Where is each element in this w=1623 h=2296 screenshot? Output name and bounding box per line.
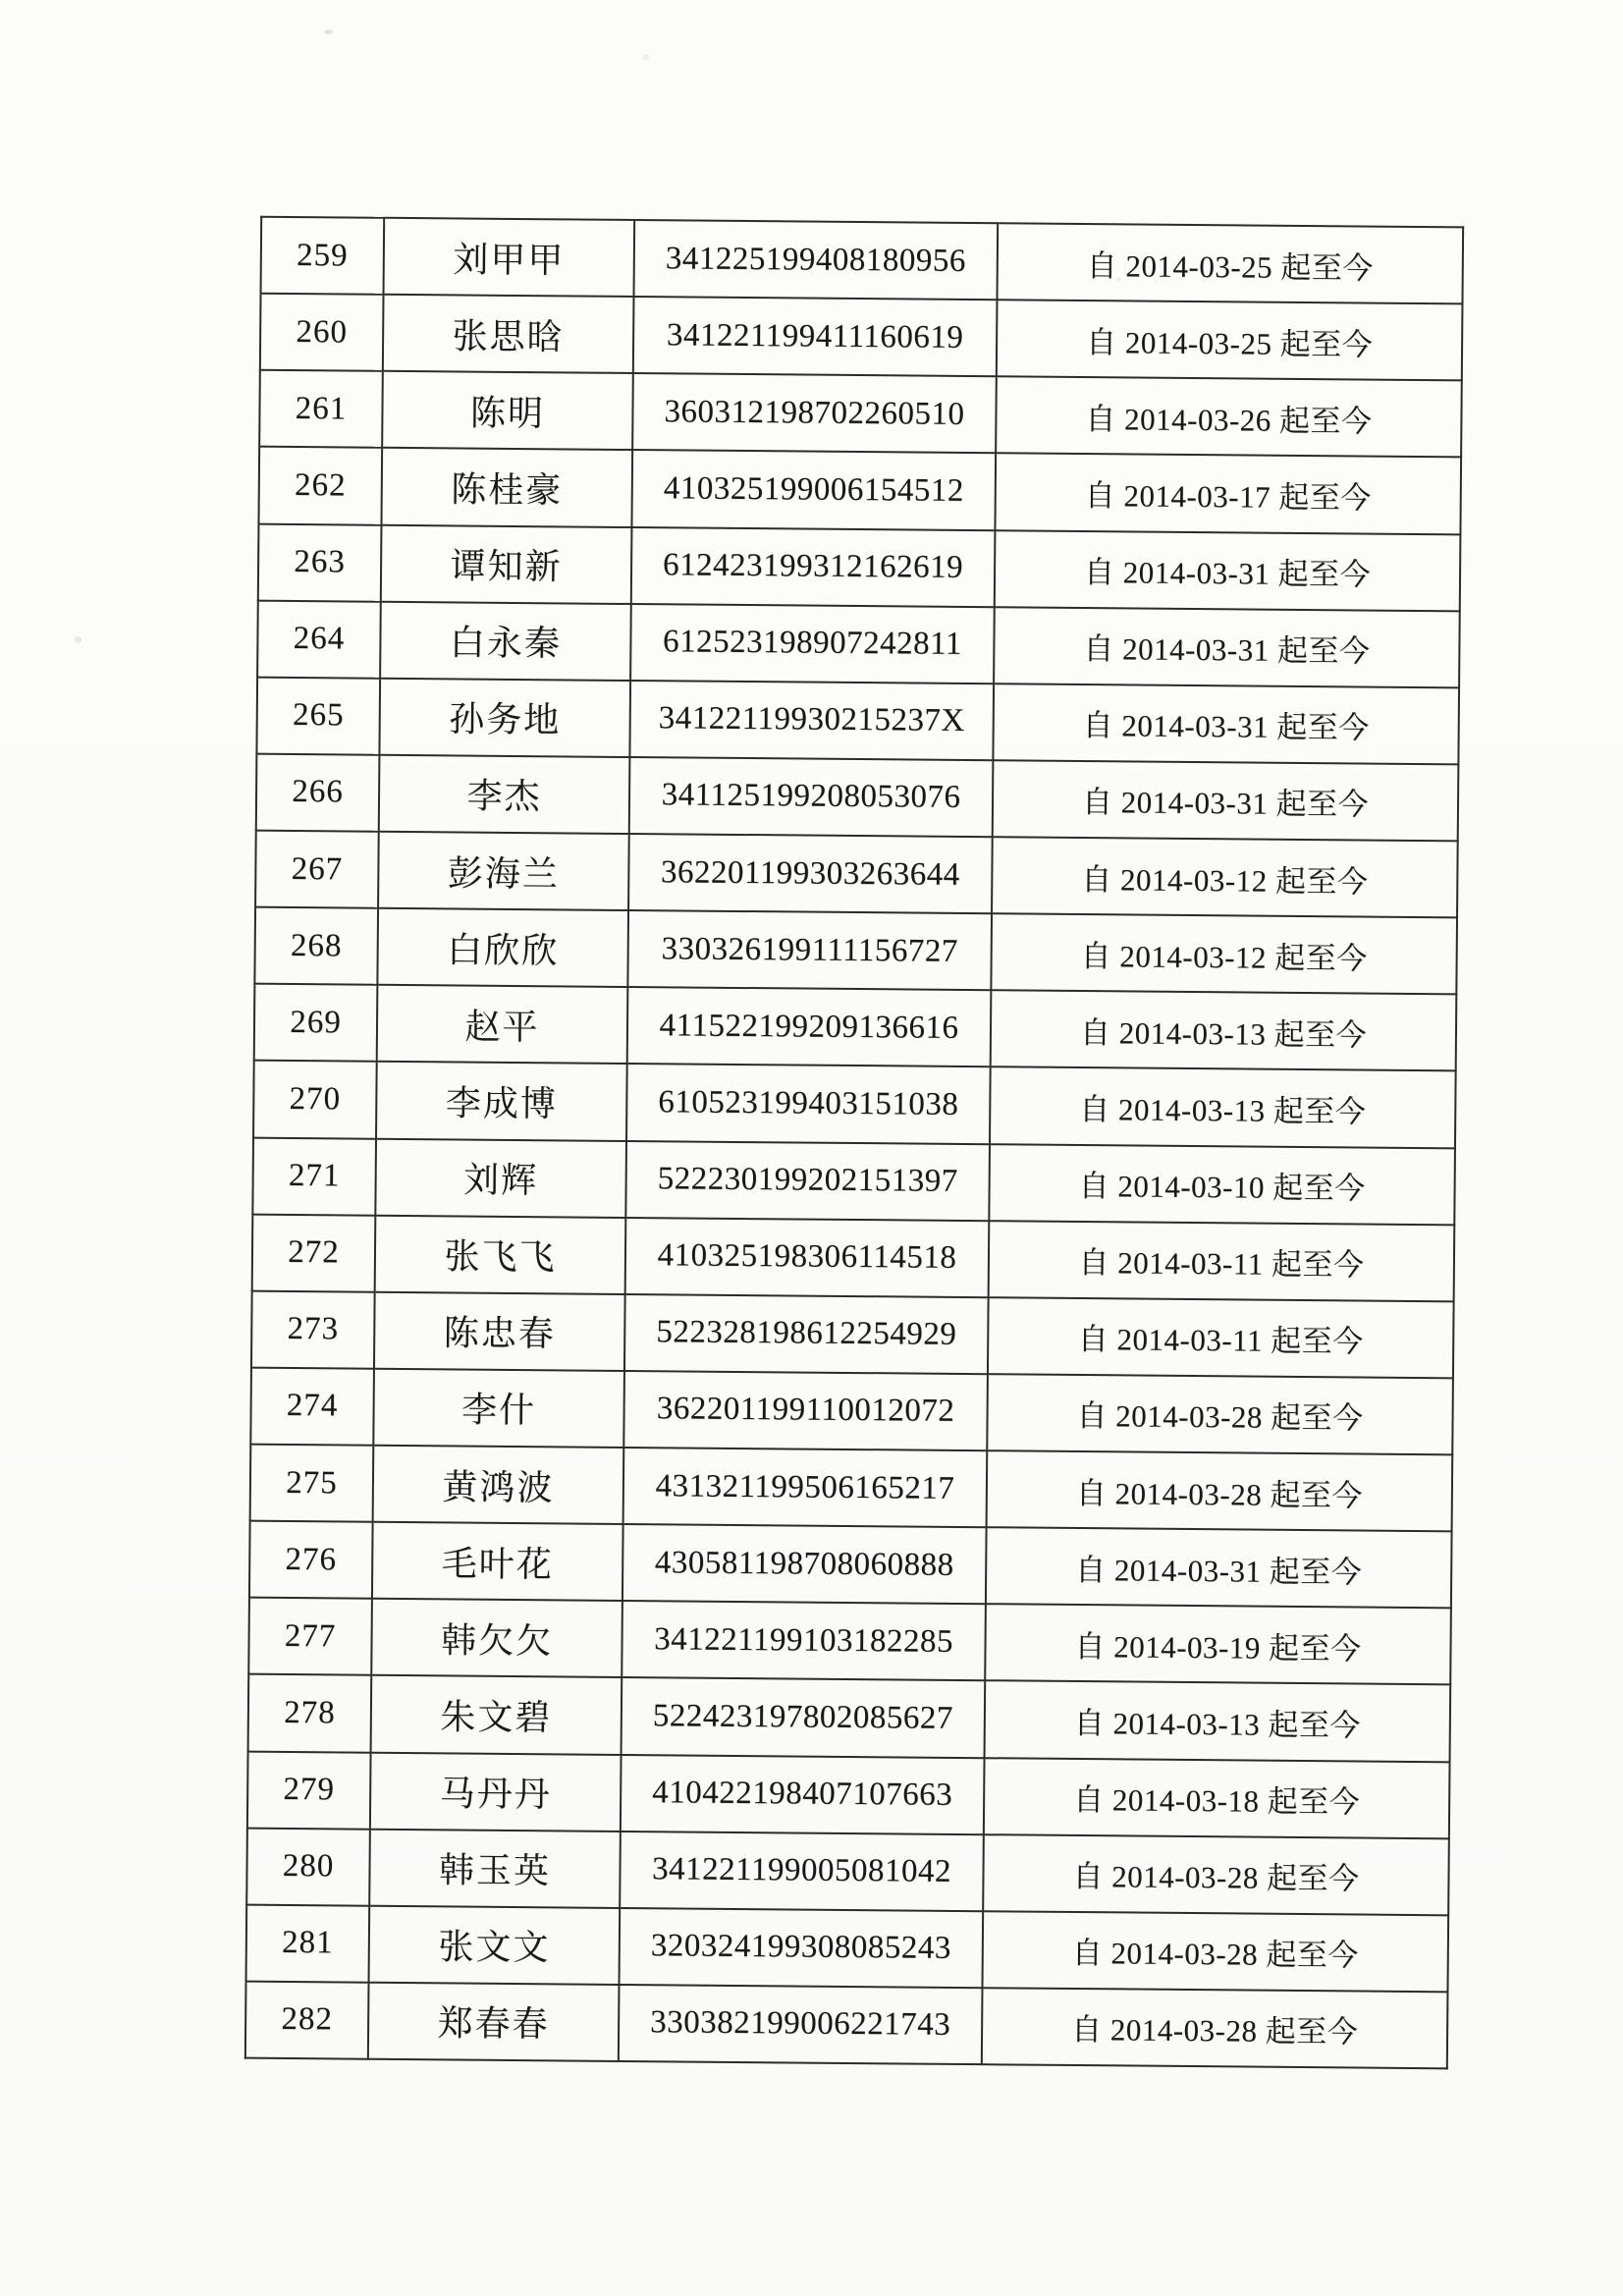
records-table-wrapper bbox=[244, 216, 1462, 2070]
id-number: 341225199408180956 bbox=[634, 220, 999, 300]
validity-period: 自 2014-03-31 起至今 bbox=[995, 530, 1461, 611]
table-row bbox=[256, 677, 1459, 764]
id-number: 362201199303263644 bbox=[628, 834, 993, 913]
row-index: 282 bbox=[245, 1982, 369, 2059]
validity-period: 自 2014-03-11 起至今 bbox=[988, 1297, 1454, 1378]
validity-period: 自 2014-03-28 起至今 bbox=[983, 1834, 1449, 1915]
table-row bbox=[250, 1445, 1453, 1532]
table-row bbox=[253, 1061, 1456, 1148]
table-row bbox=[248, 1674, 1451, 1762]
validity-period: 自 2014-03-12 起至今 bbox=[992, 837, 1458, 917]
row-index: 280 bbox=[246, 1828, 370, 1905]
id-number: 410422198407107663 bbox=[621, 1754, 985, 1833]
table-row bbox=[252, 1137, 1455, 1225]
validity-period: 自 2014-03-31 起至今 bbox=[986, 1527, 1452, 1608]
table-row bbox=[252, 1214, 1455, 1301]
validity-period: 自 2014-03-31 起至今 bbox=[993, 760, 1459, 841]
row-index: 278 bbox=[248, 1674, 372, 1752]
row-index: 275 bbox=[250, 1445, 374, 1522]
person-name: 张飞飞 bbox=[375, 1215, 626, 1293]
validity-period: 自 2014-03-17 起至今 bbox=[995, 454, 1461, 534]
scan-speck bbox=[643, 54, 649, 60]
table-row bbox=[248, 1598, 1451, 1685]
person-name: 韩玉英 bbox=[369, 1829, 621, 1907]
validity-period: 自 2014-03-11 起至今 bbox=[989, 1221, 1455, 1301]
row-index: 265 bbox=[256, 677, 380, 754]
id-number: 34122119930215237X bbox=[629, 681, 994, 760]
id-number: 612523198907242811 bbox=[630, 604, 995, 683]
person-name: 张文文 bbox=[369, 1905, 621, 1984]
validity-period: 自 2014-03-19 起至今 bbox=[985, 1604, 1451, 1684]
row-index: 263 bbox=[258, 523, 382, 601]
row-index: 262 bbox=[258, 447, 382, 524]
id-number: 522328198612254929 bbox=[624, 1294, 989, 1374]
row-index: 260 bbox=[260, 294, 384, 371]
person-name: 郑春春 bbox=[368, 1983, 620, 2061]
table-row bbox=[250, 1368, 1453, 1455]
row-index: 261 bbox=[259, 370, 383, 448]
person-name: 马丹丹 bbox=[370, 1752, 622, 1831]
scan-speck bbox=[324, 29, 333, 34]
row-index: 272 bbox=[252, 1214, 376, 1291]
person-name: 白欣欣 bbox=[377, 908, 628, 987]
row-index: 277 bbox=[248, 1598, 372, 1675]
table-row bbox=[256, 754, 1459, 842]
id-number: 341221199005081042 bbox=[620, 1831, 984, 1911]
row-index: 274 bbox=[250, 1368, 374, 1446]
records-table bbox=[244, 216, 1464, 2070]
person-name: 谭知新 bbox=[381, 524, 632, 603]
row-index: 266 bbox=[256, 754, 380, 832]
row-index: 264 bbox=[257, 600, 381, 678]
validity-period: 自 2014-03-31 起至今 bbox=[994, 607, 1460, 687]
validity-period: 自 2014-03-31 起至今 bbox=[993, 683, 1459, 764]
id-number: 612423199312162619 bbox=[631, 527, 996, 607]
table-row bbox=[246, 1904, 1449, 1992]
id-number: 360312198702260510 bbox=[632, 373, 997, 453]
person-name: 陈忠春 bbox=[374, 1292, 625, 1371]
id-number: 522423197802085627 bbox=[622, 1677, 986, 1757]
table-row bbox=[246, 1828, 1449, 1915]
table-row bbox=[258, 447, 1461, 534]
validity-period: 自 2014-03-25 起至今 bbox=[997, 300, 1463, 380]
table-row bbox=[260, 294, 1463, 381]
table-row bbox=[249, 1521, 1452, 1609]
row-index: 269 bbox=[254, 984, 378, 1062]
id-number: 341125199208053076 bbox=[629, 757, 994, 837]
row-index: 267 bbox=[255, 831, 379, 908]
validity-period: 自 2014-03-28 起至今 bbox=[987, 1374, 1453, 1454]
validity-period: 自 2014-03-26 起至今 bbox=[996, 376, 1462, 457]
validity-period: 自 2014-03-28 起至今 bbox=[982, 1988, 1448, 2068]
person-name: 赵平 bbox=[377, 985, 628, 1064]
id-number: 522230199202151397 bbox=[625, 1140, 990, 1220]
id-number: 430581198708060888 bbox=[622, 1524, 987, 1604]
person-name: 白永秦 bbox=[380, 601, 631, 680]
person-name: 张思晗 bbox=[383, 295, 634, 373]
table-row bbox=[247, 1751, 1450, 1838]
person-name: 李成博 bbox=[376, 1062, 627, 1140]
person-name: 朱文碧 bbox=[371, 1675, 622, 1754]
table-row bbox=[254, 984, 1457, 1071]
person-name: 陈桂豪 bbox=[381, 448, 632, 526]
row-index: 276 bbox=[249, 1521, 373, 1599]
row-index: 259 bbox=[261, 217, 385, 295]
id-number: 320324199308085243 bbox=[620, 1908, 984, 1988]
row-index: 273 bbox=[251, 1290, 375, 1368]
person-name: 毛叶花 bbox=[372, 1522, 623, 1601]
person-name: 刘辉 bbox=[375, 1138, 626, 1217]
validity-period: 自 2014-03-13 起至今 bbox=[990, 1067, 1456, 1148]
table-row bbox=[254, 907, 1457, 995]
validity-period: 自 2014-03-18 起至今 bbox=[984, 1758, 1450, 1838]
person-name: 孙务地 bbox=[379, 679, 630, 757]
table-row bbox=[259, 370, 1462, 458]
validity-period: 自 2014-03-25 起至今 bbox=[997, 223, 1463, 303]
id-number: 330326199111156727 bbox=[627, 910, 992, 990]
table-row bbox=[257, 600, 1460, 687]
row-index: 281 bbox=[246, 1904, 370, 1982]
id-number: 362201199110012072 bbox=[623, 1371, 988, 1450]
row-index: 268 bbox=[254, 907, 378, 985]
person-name: 李什 bbox=[373, 1369, 624, 1448]
table-row bbox=[258, 523, 1461, 611]
scan-speck bbox=[75, 636, 81, 643]
validity-period: 自 2014-03-28 起至今 bbox=[982, 1911, 1448, 1992]
id-number: 341221199411160619 bbox=[633, 297, 998, 376]
id-number: 330382199006221743 bbox=[619, 1985, 983, 2064]
person-name: 彭海兰 bbox=[378, 832, 629, 910]
person-name: 李杰 bbox=[379, 755, 630, 834]
validity-period: 自 2014-03-13 起至今 bbox=[985, 1681, 1451, 1762]
validity-period: 自 2014-03-13 起至今 bbox=[991, 990, 1457, 1070]
person-name: 黄鸿波 bbox=[373, 1446, 624, 1524]
id-number: 410325199006154512 bbox=[631, 450, 996, 529]
row-index: 279 bbox=[247, 1751, 371, 1829]
validity-period: 自 2014-03-28 起至今 bbox=[987, 1450, 1453, 1531]
table-row bbox=[245, 1982, 1448, 2069]
id-number: 410325198306114518 bbox=[625, 1218, 990, 1297]
id-number: 610523199403151038 bbox=[626, 1064, 991, 1143]
records-table-body bbox=[245, 217, 1463, 2069]
row-index: 270 bbox=[253, 1061, 377, 1138]
person-name: 陈明 bbox=[382, 371, 633, 450]
validity-period: 自 2014-03-12 起至今 bbox=[991, 913, 1457, 994]
id-number: 341221199103182285 bbox=[622, 1601, 986, 1680]
person-name: 刘甲甲 bbox=[384, 218, 635, 297]
table-row bbox=[251, 1290, 1454, 1378]
id-number: 431321199506165217 bbox=[623, 1448, 988, 1527]
table-row bbox=[261, 217, 1464, 304]
validity-period: 自 2014-03-10 起至今 bbox=[989, 1144, 1455, 1225]
person-name: 韩欠欠 bbox=[371, 1599, 622, 1677]
row-index: 271 bbox=[252, 1137, 376, 1215]
table-row bbox=[255, 831, 1458, 918]
id-number: 411522199209136616 bbox=[627, 987, 992, 1066]
